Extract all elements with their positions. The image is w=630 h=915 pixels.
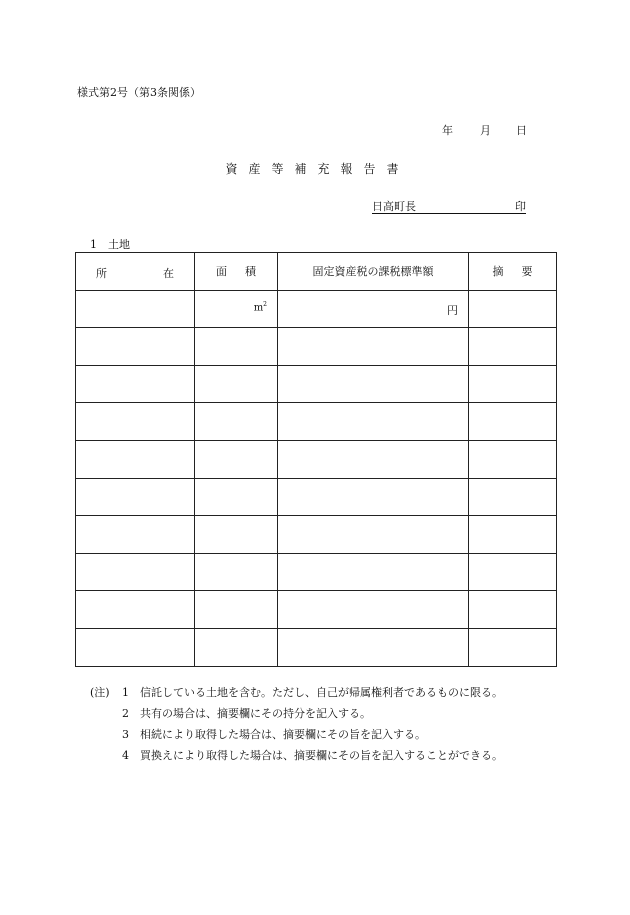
header-location	[76, 253, 195, 291]
table-row	[76, 478, 557, 516]
note-item	[90, 682, 503, 703]
note-number: 3	[122, 728, 129, 741]
note-text: 買換えにより取得した場合は、摘要欄にその旨を記入することができる。	[140, 749, 503, 762]
area-cell[interactable]	[195, 290, 278, 328]
area-cell[interactable]	[195, 478, 278, 516]
land-table	[75, 252, 557, 667]
header-area: 面積	[195, 253, 278, 291]
location-cell[interactable]	[76, 478, 195, 516]
tax-standard-cell[interactable]	[278, 290, 469, 328]
form-number: 様式第2号（第3条関係）	[77, 86, 201, 99]
location-cell[interactable]	[76, 365, 195, 403]
table-row	[76, 591, 557, 629]
tax-standard-cell[interactable]	[278, 403, 469, 441]
header-tax-standard: 固定資産税の課税標準額	[278, 253, 469, 291]
table-row	[76, 328, 557, 366]
area-cell[interactable]	[195, 403, 278, 441]
location-cell[interactable]	[76, 591, 195, 629]
tax-standard-cell[interactable]	[278, 365, 469, 403]
header-location-a: 所	[96, 267, 107, 280]
remarks-cell[interactable]	[469, 365, 557, 403]
tax-standard-cell[interactable]	[278, 516, 469, 554]
note-number: 1	[122, 686, 129, 699]
table-row	[76, 365, 557, 403]
addressee-name: 日高町長	[372, 200, 416, 213]
remarks-cell[interactable]	[469, 478, 557, 516]
note-number: 4	[122, 749, 129, 762]
area-cell[interactable]	[195, 365, 278, 403]
remarks-cell[interactable]	[469, 290, 557, 328]
notes-block	[90, 682, 503, 766]
table-header-row	[76, 253, 557, 291]
tax-standard-cell[interactable]	[278, 440, 469, 478]
table-row	[76, 290, 557, 328]
table-row	[76, 553, 557, 591]
area-cell[interactable]	[195, 440, 278, 478]
table-row	[76, 516, 557, 554]
area-cell[interactable]	[195, 591, 278, 629]
header-remarks: 摘要	[469, 253, 557, 291]
table-row	[76, 628, 557, 666]
notes-head: (注)	[90, 686, 110, 699]
area-cell[interactable]	[195, 516, 278, 554]
remarks-cell[interactable]	[469, 553, 557, 591]
area-unit: $m^2$	[253, 300, 267, 313]
table-row	[76, 440, 557, 478]
note-number: 2	[122, 707, 129, 720]
addressee-line	[372, 198, 526, 214]
remarks-cell[interactable]	[469, 328, 557, 366]
remarks-cell[interactable]	[469, 516, 557, 554]
date-line	[442, 122, 527, 138]
location-cell[interactable]	[76, 516, 195, 554]
section-heading: 1 土地	[90, 238, 130, 251]
note-item	[90, 724, 503, 745]
note-item	[90, 703, 503, 724]
document-title: 資産等補充報告書	[225, 162, 410, 176]
location-cell[interactable]	[76, 328, 195, 366]
note-text: 相続により取得した場合は、摘要欄にその旨を記入する。	[140, 728, 426, 741]
location-cell[interactable]	[76, 553, 195, 591]
table-row	[76, 403, 557, 441]
location-cell[interactable]	[76, 440, 195, 478]
area-cell[interactable]	[195, 628, 278, 666]
note-text: 共有の場合は、摘要欄にその持分を記入する。	[140, 707, 371, 720]
remarks-cell[interactable]	[469, 403, 557, 441]
area-cell[interactable]	[195, 328, 278, 366]
note-item	[90, 745, 503, 766]
tax-standard-cell[interactable]	[278, 628, 469, 666]
yen-unit: 円	[447, 303, 458, 317]
area-cell[interactable]	[195, 553, 278, 591]
date-year-label: 年	[442, 124, 453, 137]
tax-standard-cell[interactable]	[278, 478, 469, 516]
remarks-cell[interactable]	[469, 591, 557, 629]
location-cell[interactable]	[76, 290, 195, 328]
location-cell[interactable]	[76, 403, 195, 441]
remarks-cell[interactable]	[469, 628, 557, 666]
location-cell[interactable]	[76, 628, 195, 666]
tax-standard-cell[interactable]	[278, 591, 469, 629]
note-text: 信託している土地を含む。ただし、自己が帰属権利者であるものに限る。	[140, 686, 503, 699]
seal-mark: 印	[515, 200, 526, 213]
tax-standard-cell[interactable]	[278, 328, 469, 366]
remarks-cell[interactable]	[469, 440, 557, 478]
date-month-label: 月	[480, 124, 491, 137]
date-day-label: 日	[516, 124, 527, 137]
tax-standard-cell[interactable]	[278, 553, 469, 591]
header-location-b: 在	[163, 267, 174, 280]
